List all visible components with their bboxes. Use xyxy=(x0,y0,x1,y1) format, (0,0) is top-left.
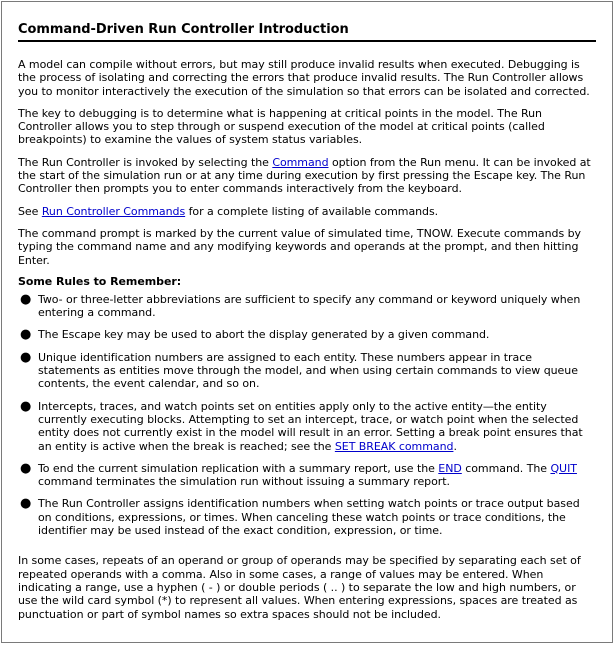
rules-heading: Some Rules to Remember: xyxy=(18,274,182,288)
debugging-paragraph: The key to debugging is to determine what is happening at critical points in the model. The Run Controller allows you to step through or suspend execution of the model at critical points (called breakpoints) to examine the values of system status variables. xyxy=(18,106,545,147)
help-content xyxy=(2,2,612,621)
list-item xyxy=(18,497,596,537)
quit-command-link[interactable]: QUIT xyxy=(550,461,577,475)
bullet-icon: ● xyxy=(20,349,32,365)
rule-text-end: . xyxy=(453,439,457,453)
command-link[interactable]: Command xyxy=(272,155,329,169)
set-break-command-link[interactable]: SET BREAK command xyxy=(334,439,454,453)
rule-text: The Run Controller assigns identification numbers when setting watch points or trace output based on conditions, expressions, or times. When canceling these watch points or trace conditions, the identifier may be used instead of the exact condition, expression, or time. xyxy=(38,497,580,538)
invoke-paragraph xyxy=(18,156,596,196)
see-text-end: for a complete listing of available commands. xyxy=(185,204,439,218)
rule-text-middle: command. The xyxy=(461,461,551,475)
rule-text: Unique identification numbers are assigned to each entity. These numbers appear in trace statements as entities move through the model, and when using certain commands to view queue contents, the event calendar, and so on. xyxy=(38,350,578,391)
list-item xyxy=(18,293,596,320)
bullet-icon: ● xyxy=(20,327,32,343)
invoke-text-end: option from the Run menu. It can be invoked at the start of the simulation run or at any time during execution by first pressing the Escape key. The Run Controller then prompts you to enter commands interactively from the keyboard. xyxy=(18,155,591,196)
page-title: Command-Driven Run Controller Introduction xyxy=(18,2,596,42)
command-prompt-paragraph: The command prompt is marked by the current value of simulated time, TNOW. Execute commands by typing the command name and any modifying keywords and operands at the prompt, and then hitting Enter. xyxy=(18,226,581,267)
see-commands-paragraph xyxy=(18,205,596,218)
bullet-icon: ● xyxy=(20,291,32,307)
see-text-start: See xyxy=(18,204,42,218)
help-window xyxy=(1,1,613,643)
rule-text: Two- or three-letter abbreviations are sufficient to specify any command or keyword uniquely when entering a command. xyxy=(38,292,581,320)
rule-text: The Escape key may be used to abort the display generated by a given command. xyxy=(38,328,490,342)
list-item xyxy=(18,328,596,341)
list-item xyxy=(18,400,596,453)
rule-text-start: Intercepts, traces, and watch points set on entities apply only to the active entity—the entity currently executing blocks. Attempting to set an intercept, trace, or watch point when the selected entity does not currently exist in the model will result in an error. Setting a break point ensures that an entity is active when the break is reached; see the xyxy=(38,399,583,453)
bullet-icon: ● xyxy=(20,496,32,512)
run-controller-commands-link[interactable]: Run Controller Commands xyxy=(41,204,186,218)
rule-text-end: command terminates the simulation run without issuing a summary report. xyxy=(38,475,450,489)
intro-paragraph: A model can compile without errors, but may still produce invalid results when executed. Debugging is the process of isolating and correcting the errors that produce invalid results. The Run Controller allows you to monitor interactively the execution of the simulation so that errors can be isolated and corrected. xyxy=(18,58,590,98)
list-item xyxy=(18,351,596,391)
closing-paragraph: In some cases, repeats of an operand or group of operands may be specified by separating each set of repeated operands with a comma. Also in some cases, a range of values may be entered. When indicating a range, use a hyphen ( - ) or double periods ( .. ) to separate the low and high numbers, or use the wild card symbol (*) to represent all values. When entering expressions, spaces are treated as punctuation or part of symbol names so extra spaces should not be included. xyxy=(18,554,581,621)
rules-list xyxy=(18,293,596,537)
list-item xyxy=(18,462,596,489)
end-command-link[interactable]: END xyxy=(438,461,462,475)
rule-text-start: To end the current simulation replication with a summary report, use the xyxy=(38,461,439,475)
bullet-icon: ● xyxy=(20,398,32,414)
bullet-icon: ● xyxy=(20,460,32,476)
invoke-text-start: The Run Controller is invoked by selecting the xyxy=(18,155,273,169)
